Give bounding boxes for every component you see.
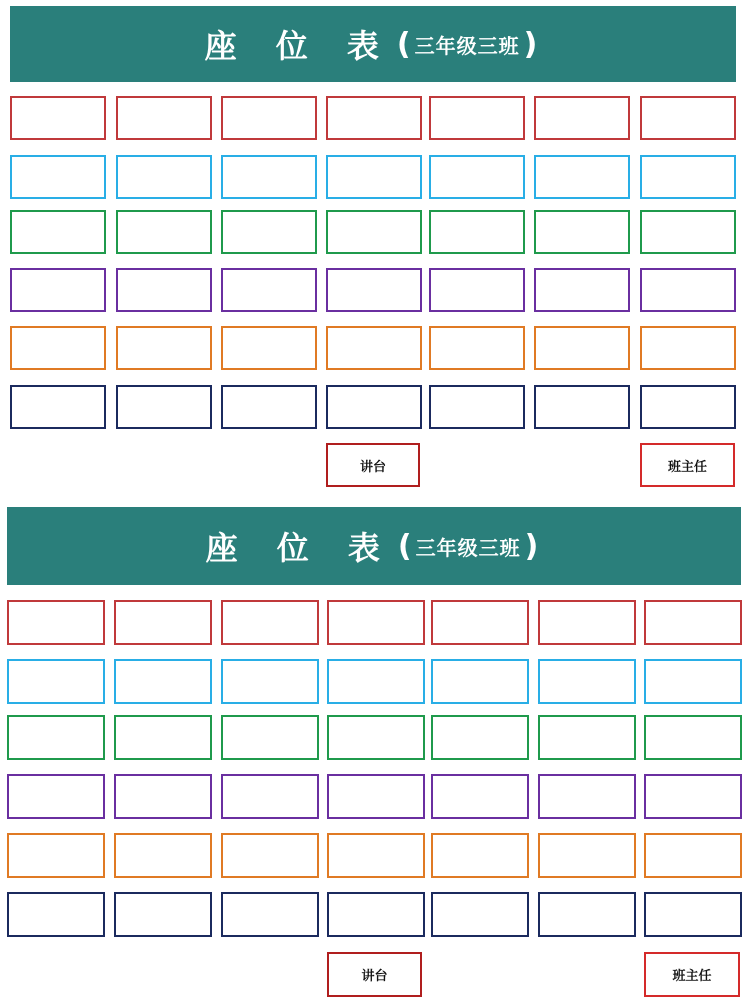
seat-r2-c5 bbox=[431, 659, 529, 704]
seat-r2-c2 bbox=[116, 155, 212, 199]
seat-r6-c4 bbox=[326, 385, 422, 429]
seat-r3-c2 bbox=[114, 715, 212, 760]
chart-title: 座 位 表 bbox=[205, 529, 394, 567]
seat-r2-c1 bbox=[10, 155, 106, 199]
seat-r6-c2 bbox=[114, 892, 212, 937]
seat-r5-c4 bbox=[327, 833, 425, 878]
seat-r4-c1 bbox=[7, 774, 105, 819]
seat-r5-c3 bbox=[221, 326, 317, 370]
seat-r5-c3 bbox=[221, 833, 319, 878]
seat-r6-c7 bbox=[640, 385, 736, 429]
seat-r1-c2 bbox=[116, 96, 212, 140]
seat-r3-c6 bbox=[538, 715, 636, 760]
seat-r1-c3 bbox=[221, 96, 317, 140]
seat-r3-c7 bbox=[644, 715, 742, 760]
seat-r1-c1 bbox=[10, 96, 106, 140]
left-paren: ( bbox=[397, 528, 412, 564]
class-name: 三年级三班 bbox=[414, 33, 520, 58]
seat-r3-c2 bbox=[116, 210, 212, 254]
seat-r5-c5 bbox=[431, 833, 529, 878]
class-name: 三年级三班 bbox=[415, 535, 521, 560]
seat-r6-c3 bbox=[221, 385, 317, 429]
right-paren: ) bbox=[524, 528, 539, 564]
teacher-label: 班主任 bbox=[667, 459, 707, 475]
seat-r2-c5 bbox=[429, 155, 525, 199]
seat-r6-c1 bbox=[7, 892, 105, 937]
podium-box bbox=[327, 952, 422, 997]
seat-r2-c4 bbox=[327, 659, 425, 704]
chart-title: 座 位 表 bbox=[204, 27, 393, 65]
seat-r6-c1 bbox=[10, 385, 106, 429]
teacher-box bbox=[640, 443, 735, 487]
seat-r6-c4 bbox=[327, 892, 425, 937]
seat-r2-c7 bbox=[640, 155, 736, 199]
seat-r3-c1 bbox=[10, 210, 106, 254]
title-banner bbox=[10, 6, 736, 82]
seat-r2-c3 bbox=[221, 155, 317, 199]
seat-r1-c1 bbox=[7, 600, 105, 645]
seat-r3-c1 bbox=[7, 715, 105, 760]
seat-r2-c4 bbox=[326, 155, 422, 199]
seat-r4-c7 bbox=[640, 268, 736, 312]
seat-r1-c7 bbox=[644, 600, 742, 645]
seat-r1-c2 bbox=[114, 600, 212, 645]
seat-r5-c7 bbox=[644, 833, 742, 878]
seat-r4-c7 bbox=[644, 774, 742, 819]
seat-r5-c5 bbox=[429, 326, 525, 370]
seat-r6-c7 bbox=[644, 892, 742, 937]
seat-r4-c4 bbox=[326, 268, 422, 312]
seat-r3-c7 bbox=[640, 210, 736, 254]
seat-r6-c6 bbox=[534, 385, 630, 429]
seat-r4-c4 bbox=[327, 774, 425, 819]
seat-r4-c2 bbox=[114, 774, 212, 819]
seat-r1-c4 bbox=[326, 96, 422, 140]
seat-r2-c6 bbox=[538, 659, 636, 704]
seat-r5-c2 bbox=[114, 833, 212, 878]
seat-r5-c4 bbox=[326, 326, 422, 370]
seat-r6-c2 bbox=[116, 385, 212, 429]
title-banner bbox=[7, 507, 741, 585]
seat-r5-c1 bbox=[7, 833, 105, 878]
seat-r6-c6 bbox=[538, 892, 636, 937]
seat-r5-c2 bbox=[116, 326, 212, 370]
seat-r4-c3 bbox=[221, 774, 319, 819]
seat-r6-c3 bbox=[221, 892, 319, 937]
seat-r5-c7 bbox=[640, 326, 736, 370]
seat-r4-c6 bbox=[538, 774, 636, 819]
podium-label: 讲台 bbox=[361, 969, 388, 984]
seat-r6-c5 bbox=[429, 385, 525, 429]
seat-r1-c4 bbox=[327, 600, 425, 645]
seat-r4-c6 bbox=[534, 268, 630, 312]
seat-r3-c4 bbox=[327, 715, 425, 760]
seat-r1-c6 bbox=[534, 96, 630, 140]
seat-r1-c5 bbox=[429, 96, 525, 140]
teacher-label: 班主任 bbox=[672, 969, 712, 984]
seat-r1-c7 bbox=[640, 96, 736, 140]
seat-r1-c6 bbox=[538, 600, 636, 645]
seat-r4-c5 bbox=[429, 268, 525, 312]
seat-r2-c2 bbox=[114, 659, 212, 704]
seat-r3-c5 bbox=[431, 715, 529, 760]
seat-r2-c3 bbox=[221, 659, 319, 704]
teacher-box bbox=[644, 952, 740, 997]
seat-r5-c6 bbox=[534, 326, 630, 370]
seat-r3-c4 bbox=[326, 210, 422, 254]
podium-label: 讲台 bbox=[359, 459, 386, 475]
seat-r5-c6 bbox=[538, 833, 636, 878]
seat-r3-c3 bbox=[221, 210, 317, 254]
left-paren: ( bbox=[396, 26, 411, 62]
podium-box bbox=[326, 443, 420, 487]
seat-r4-c2 bbox=[116, 268, 212, 312]
seat-r2-c7 bbox=[644, 659, 742, 704]
seat-r4-c5 bbox=[431, 774, 529, 819]
seat-r2-c1 bbox=[7, 659, 105, 704]
seat-r4-c1 bbox=[10, 268, 106, 312]
seat-r3-c5 bbox=[429, 210, 525, 254]
seat-r3-c6 bbox=[534, 210, 630, 254]
seat-r5-c1 bbox=[10, 326, 106, 370]
seat-r1-c5 bbox=[431, 600, 529, 645]
seat-r3-c3 bbox=[221, 715, 319, 760]
seat-r2-c6 bbox=[534, 155, 630, 199]
seat-r4-c3 bbox=[221, 268, 317, 312]
seat-r1-c3 bbox=[221, 600, 319, 645]
seat-r6-c5 bbox=[431, 892, 529, 937]
right-paren: ) bbox=[523, 26, 538, 62]
